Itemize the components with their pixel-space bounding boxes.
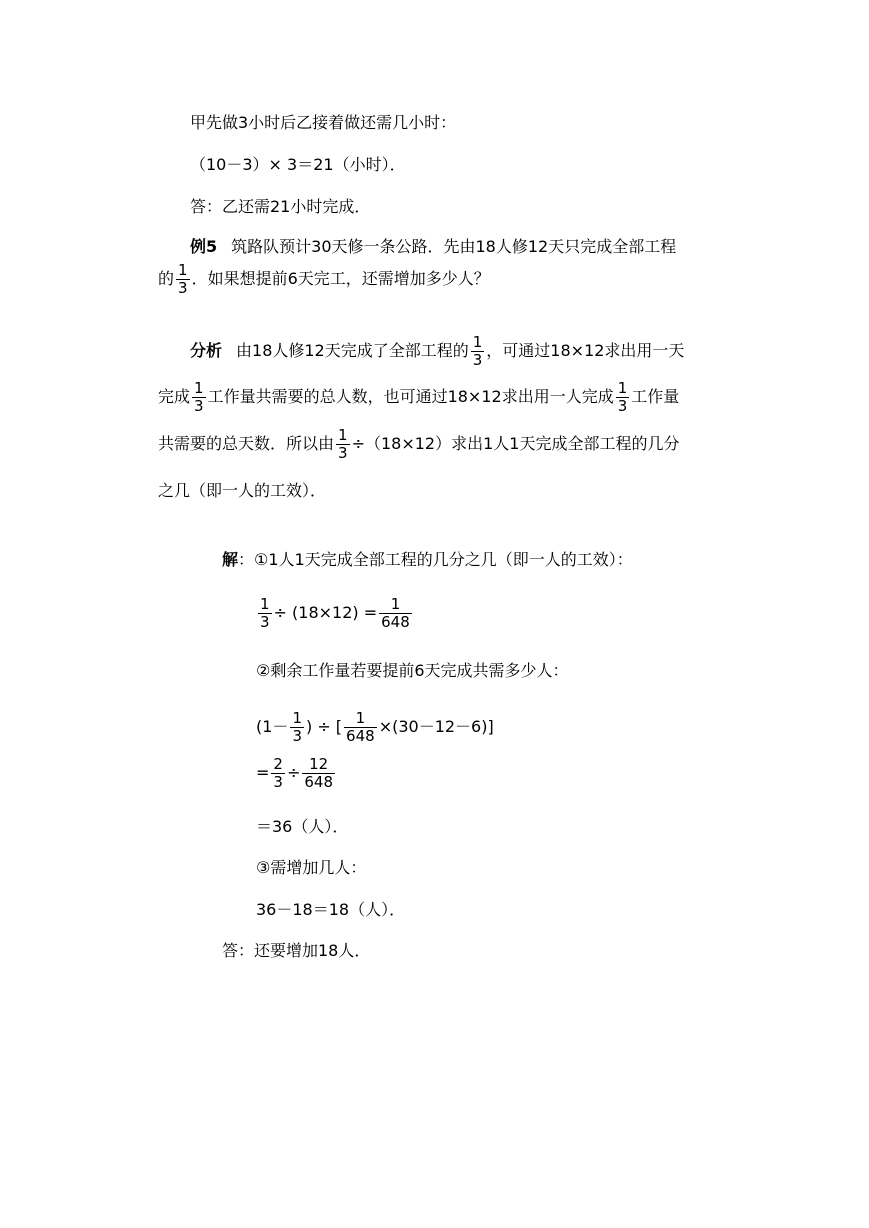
analysis-text: 由18人修12天完成了全部工程的 — [236, 341, 469, 360]
fraction-one-third: $\frac{1}{3}$ — [178, 261, 188, 297]
final-answer: 答：还要增加18人． — [222, 941, 371, 960]
equation-text: ÷ (18×12) = — [273, 603, 378, 622]
fraction-one-third: $\frac{1}{3}$ — [292, 709, 302, 745]
answer-line-1: 答：乙还需21小时完成． — [190, 197, 371, 216]
analysis-line-2 — [158, 380, 679, 415]
fraction-one-648: $\frac{1}{648}$ — [381, 595, 410, 631]
analysis-line-1 — [190, 334, 684, 369]
solution-text: ：①1人1天完成全部工程的几分之几（即一人的工效）： — [238, 550, 633, 569]
equation-3 — [256, 756, 337, 791]
fraction-one-third: $\frac{1}{3}$ — [617, 379, 628, 415]
example-text: 筑路队预计30天修一条公路．先由18人修12天只完成全部工程 — [231, 237, 677, 256]
step-3-text: ③需增加几人： — [256, 858, 367, 877]
fraction-two-thirds: $\frac{2}{3}$ — [273, 755, 283, 791]
equation-text: ) ÷ [ — [305, 717, 343, 736]
equation-text: = — [256, 763, 270, 782]
analysis-label: 分析 — [190, 341, 223, 360]
analysis-text: ，可通过18×12求出用一天 — [486, 341, 685, 360]
fraction-one-third: $\frac{1}{3}$ — [260, 595, 270, 631]
fraction-twelve-648: $\frac{12}{648}$ — [304, 755, 333, 791]
equation-text: (1－ — [256, 717, 289, 736]
example-text-prefix: 的 — [158, 269, 175, 288]
fraction-one-648: $\frac{1}{648}$ — [346, 709, 375, 745]
step-2-text: ②剩余工作量若要提前6天完成共需多少人： — [256, 661, 569, 680]
equation-text: ÷ — [286, 763, 301, 782]
fraction-one-third: $\frac{1}{3}$ — [338, 426, 348, 462]
text-line-1: 甲先做3小时后乙接着做还需几小时： — [190, 113, 457, 132]
example-text-suffix: ．如果想提前6天完工，还需增加多少人？ — [191, 269, 490, 288]
solution-label: 解 — [222, 550, 239, 569]
equation-2 — [256, 710, 494, 745]
example-5-line-2 — [158, 262, 490, 297]
analysis-line-3 — [158, 427, 679, 462]
analysis-text: ÷（18×12）求出1人1天完成全部工程的几分 — [351, 434, 680, 453]
analysis-text: 共需要的总天数．所以由 — [158, 434, 335, 453]
analysis-text: 完成 — [158, 387, 191, 406]
equation-5: 36－18＝18（人）． — [256, 900, 406, 919]
analysis-line-4: 之几（即一人的工效）． — [158, 481, 327, 500]
solution-line-1 — [222, 550, 633, 570]
analysis-text: 工作量共需要的总人数，也可通过18×12求出用一人完成 — [207, 387, 614, 406]
equation-4: ＝36（人）． — [256, 817, 349, 836]
analysis-text: 工作量 — [631, 387, 680, 406]
example-5-line-1 — [190, 237, 676, 257]
fraction-one-third: $\frac{1}{3}$ — [472, 333, 483, 369]
equation-text: ×(30－12－6)] — [378, 717, 494, 736]
equation-line-1: （10－3）× 3＝21（小时）． — [190, 155, 406, 174]
fraction-one-third: $\frac{1}{3}$ — [194, 379, 204, 415]
equation-1 — [256, 596, 414, 631]
example-label: 例5 — [190, 237, 218, 256]
